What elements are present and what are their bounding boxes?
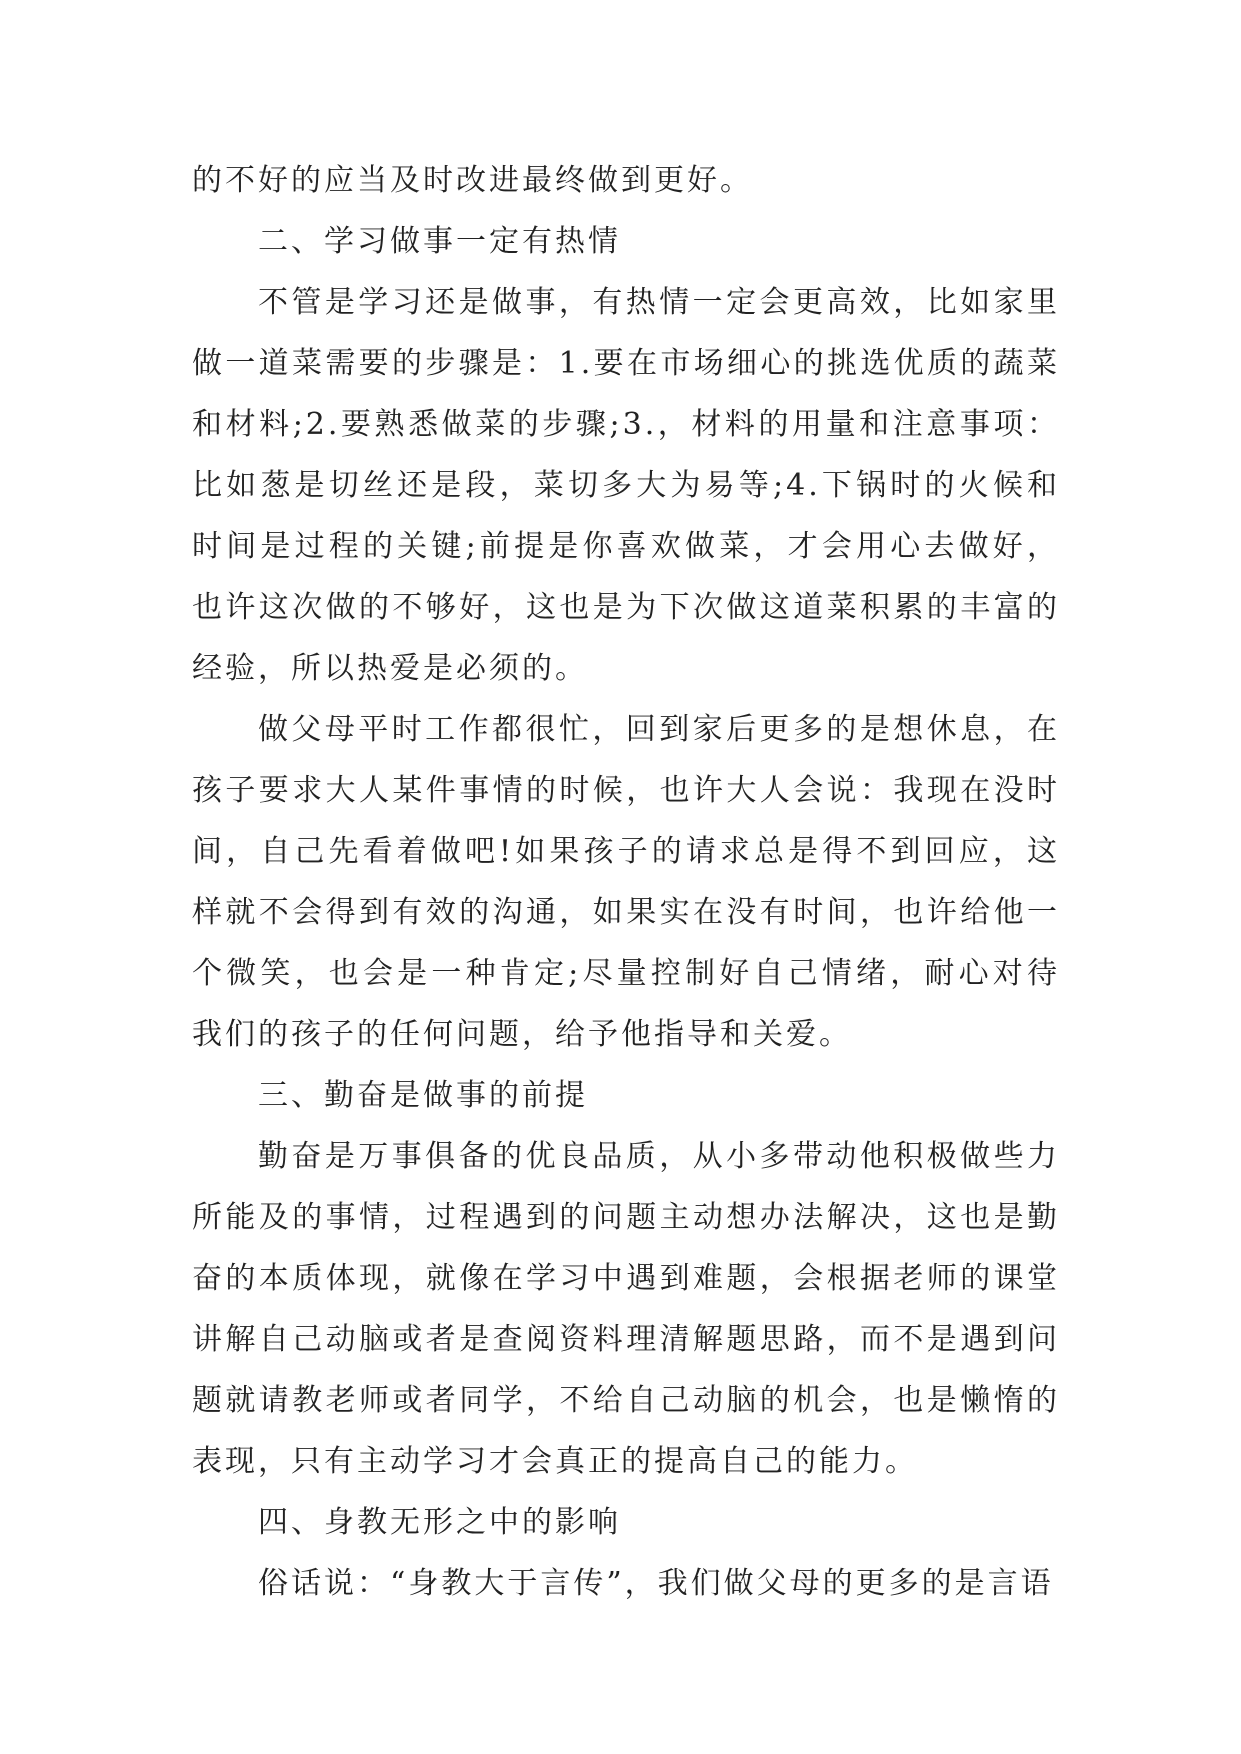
paragraph-continuation: 的不好的应当及时改进最终做到更好。 [192, 163, 753, 198]
paragraph-parents-busy: 做父母平时工作都很忙，回到家后更多的是想休息，在孩子要求大人某件事情的时候，也许大人会说：我现在没时间，自己先看着做吧!如果孩子的请求总是得不到回应，这样就不会得到有效的沟通，如果实在没有时间，也许给他一个微笑，也会是一种肯定;尽量控制好自己情绪，耐心对待我们的孩子的任何问题，给予他指导和关爱。 [192, 712, 1060, 1052]
document-body [192, 150, 1060, 1614]
section-heading-3: 三、勤奋是做事的前提 [258, 1078, 588, 1113]
paragraph-diligence: 勤奋是万事俱备的优良品质，从小多带动他积极做些力所能及的事情，过程遇到的问题主动想办法解决，这也是勤奋的本质体现，就像在学习中遇到难题，会根据老师的课堂讲解自己动脑或者是查阅资料理清解题思路，而不是遇到问题就请教老师或者同学，不给自己动脑的机会，也是懒惰的表现，只有主动学习才会真正的提高自己的能力。 [192, 1139, 1060, 1479]
section-heading-2: 二、学习做事一定有热情 [258, 224, 621, 259]
paragraph-enthusiasm: 不管是学习还是做事，有热情一定会更高效，比如家里做一道菜需要的步骤是：1.要在市场细心的挑选优质的蔬菜和材料;2.要熟悉做菜的步骤;3.，材料的用量和注意事项：比如葱是切丝还是段，菜切多大为易等;4.下锅时的火候和时间是过程的关键;前提是你喜欢做菜，才会用心去做好，也许这次做的不够好，这也是为下次做这道菜积累的丰富的经验，所以热爱是必须的。 [192, 285, 1060, 686]
section-heading-4: 四、身教无形之中的影响 [258, 1505, 621, 1540]
paragraph-example: 俗话说：“身教大于言传”，我们做父母的更多的是言语 [258, 1566, 1054, 1601]
